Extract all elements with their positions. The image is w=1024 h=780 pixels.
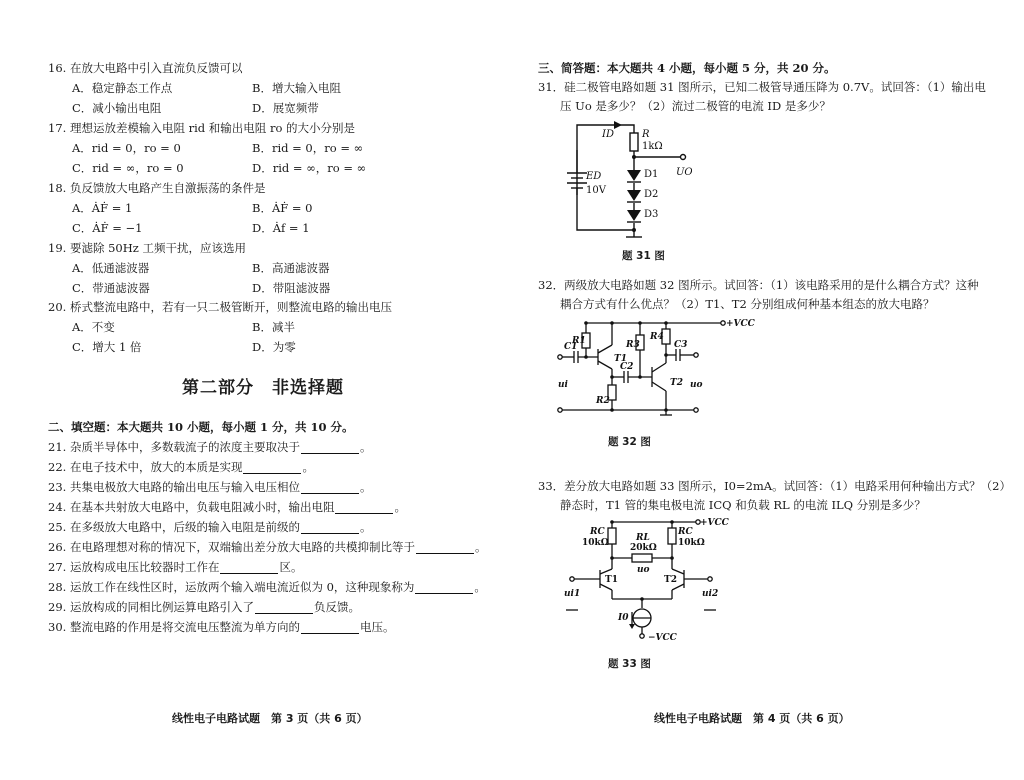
question-27 bbox=[48, 560, 302, 574]
page-footer: 线性电子电路试题 第 3 页（共 6 页） bbox=[172, 712, 368, 725]
question-number: 19. bbox=[48, 241, 67, 255]
question-stem: 负反馈放大电路产生自激振荡的条件是 bbox=[69, 181, 266, 195]
option-c: C．带通滤波器 bbox=[72, 281, 150, 295]
option-a: A．不变 bbox=[72, 320, 115, 334]
option-b: B．高通滤波器 bbox=[252, 261, 330, 275]
option-b: B．ȦḞ = 0 bbox=[252, 201, 313, 215]
label-ui1: ui1 bbox=[564, 589, 581, 599]
question-32-line1: 32．两级放大电路如题 32 图所示。试回答：（1）该电路采用的是什么耦合方式？这种 bbox=[538, 278, 979, 292]
label-vcc: +VCC bbox=[726, 319, 755, 329]
question-25 bbox=[48, 520, 371, 534]
question-number: 18. bbox=[48, 181, 67, 195]
question-number: 29. bbox=[48, 600, 67, 614]
label-rc-right-value: 10kΩ bbox=[678, 538, 705, 548]
answer-blank[interactable] bbox=[415, 582, 473, 594]
label-r1: R1 bbox=[572, 336, 586, 346]
question-stem: 在放大电路中引入直流负反馈可以 bbox=[69, 61, 243, 75]
question-text: 运放工作在线性区时，运放两个输入端电流近似为 0，这种现象称为 bbox=[69, 580, 415, 594]
label-uo: UO bbox=[676, 167, 693, 178]
section-header: 三、简答题：本大题共 4 小题，每小题 5 分，共 20 分。 bbox=[538, 61, 836, 75]
label-rc-left: RC bbox=[590, 527, 605, 537]
label-t1: T1 bbox=[605, 575, 618, 585]
label-r: R bbox=[642, 129, 650, 140]
label-t1: T1 bbox=[614, 354, 627, 364]
question-text-end: 电压。 bbox=[359, 620, 395, 634]
fill-section-header: 二、填空题：本大题共 10 小题，每小题 1 分，共 10 分。 bbox=[48, 420, 354, 434]
label-r2: R2 bbox=[596, 396, 610, 406]
right-page bbox=[512, 0, 1024, 780]
question-28 bbox=[48, 580, 486, 594]
question-number: 21. bbox=[48, 440, 67, 454]
option-c: C．rid = ∞，ro = 0 bbox=[72, 161, 184, 175]
option-d: D．为零 bbox=[252, 340, 296, 354]
question-23 bbox=[48, 480, 371, 494]
question-20 bbox=[48, 300, 392, 314]
question-number: 26. bbox=[48, 540, 67, 554]
label-d2: D2 bbox=[644, 189, 659, 200]
option-b: B．增大输入电阻 bbox=[252, 81, 341, 95]
label-i0: I0 bbox=[618, 613, 629, 623]
question-text: 运放构成的同相比例运算电路引入了 bbox=[69, 600, 254, 614]
label-rl: RL bbox=[636, 533, 650, 543]
label-ed: ED bbox=[586, 171, 602, 182]
question-stem: 要滤除 50Hz 工频干扰，应该选用 bbox=[69, 241, 246, 255]
label-uo: uo bbox=[637, 565, 650, 575]
question-text: 杂质半导体中，多数载流子的浓度主要取决于 bbox=[69, 440, 300, 454]
option-d: D．rid = ∞，ro = ∞ bbox=[252, 161, 367, 175]
question-text: 整流电路的作用是将交流电压整流为单方向的 bbox=[69, 620, 300, 634]
option-d: D．展宽频带 bbox=[252, 101, 319, 115]
question-19 bbox=[48, 241, 246, 255]
option-c: C．ȦḞ = −1 bbox=[72, 221, 143, 235]
figure-32-caption: 题 32 图 bbox=[608, 436, 651, 448]
label-ui2: ui2 bbox=[702, 589, 719, 599]
question-text-end: 。 bbox=[359, 440, 372, 454]
question-number: 17. bbox=[48, 121, 67, 135]
label-ed-value: 10V bbox=[586, 185, 606, 196]
question-stem: 桥式整流电路中，若有一只二极管断开，则整流电路的输出电压 bbox=[69, 300, 392, 314]
question-number: 28. bbox=[48, 580, 67, 594]
question-31-line2: 压 Uo 是多少？（2）流过二极管的电流 ID 是多少？ bbox=[560, 99, 831, 113]
label-t2: T2 bbox=[664, 575, 677, 585]
question-text: 运放构成电压比较器时工作在 bbox=[69, 560, 220, 574]
answer-blank[interactable] bbox=[301, 442, 359, 454]
part-title: 第二部分 非选择题 bbox=[182, 378, 344, 398]
label-r-value: 1kΩ bbox=[642, 141, 663, 152]
question-31-line1: 31．硅二极管电路如题 31 图所示，已知二极管导通压降为 0.7V。试回答：（1）输出电 bbox=[538, 80, 986, 94]
question-33-line2: 静态时，T1 管的集电极电流 ICQ 和负载 RL 的电流 ILQ 分别是多少？ bbox=[560, 498, 926, 512]
question-text-end: 。 bbox=[394, 500, 406, 514]
answer-blank[interactable] bbox=[220, 562, 278, 574]
figure-33-caption: 题 33 图 bbox=[608, 658, 651, 670]
label-c2: C2 bbox=[620, 362, 634, 372]
answer-blank[interactable] bbox=[301, 482, 359, 494]
question-18 bbox=[48, 181, 265, 195]
answer-blank[interactable] bbox=[255, 602, 313, 614]
question-text: 共集电极放大电路的输出电压与输入电压相位 bbox=[69, 480, 300, 494]
question-30 bbox=[48, 620, 394, 634]
option-d: D．Ȧf = 1 bbox=[252, 221, 310, 235]
question-text-end: 。 bbox=[474, 540, 487, 554]
answer-blank[interactable] bbox=[301, 522, 359, 534]
label-rl-value: 20kΩ bbox=[630, 543, 657, 553]
question-number: 30. bbox=[48, 620, 67, 634]
question-number: 16. bbox=[48, 61, 67, 75]
question-16 bbox=[48, 61, 242, 75]
figure-32-circuit bbox=[556, 315, 756, 420]
answer-blank[interactable] bbox=[416, 542, 474, 554]
question-text-end: 区。 bbox=[279, 560, 303, 574]
question-text-end: 。 bbox=[359, 480, 372, 494]
answer-blank[interactable] bbox=[335, 502, 393, 514]
option-b: B．rid = 0，ro = ∞ bbox=[252, 141, 364, 155]
question-29 bbox=[48, 600, 360, 614]
question-32-line2: 耦合方式有什么优点？（2）T1、T2 分别组成何种基本组态的放大电路？ bbox=[560, 297, 935, 311]
question-text: 在电路理想对称的情况下，双端输出差分放大电路的共模抑制比等于 bbox=[69, 540, 415, 554]
question-text-end: 。 bbox=[474, 580, 486, 594]
answer-blank[interactable] bbox=[301, 622, 359, 634]
question-number: 20. bbox=[48, 300, 67, 314]
label-r4: R4 bbox=[650, 332, 664, 342]
figure-33-circuit bbox=[560, 514, 730, 644]
option-c: C．增大 1 倍 bbox=[72, 340, 142, 354]
question-22 bbox=[48, 460, 314, 474]
option-b: B．减半 bbox=[252, 320, 295, 334]
question-text: 在电子技术中，放大的本质是实现 bbox=[69, 460, 243, 474]
question-24 bbox=[48, 500, 406, 514]
question-text-end: 。 bbox=[302, 460, 314, 474]
label-d3: D3 bbox=[644, 209, 659, 220]
question-number: 24. bbox=[48, 500, 67, 514]
figure-31-caption: 题 31 图 bbox=[622, 250, 665, 262]
question-number: 23. bbox=[48, 480, 67, 494]
label-c1: C1 bbox=[564, 342, 578, 352]
label-vcc: +VCC bbox=[700, 518, 729, 528]
option-c: C．减小输出电阻 bbox=[72, 101, 162, 115]
question-number: 27. bbox=[48, 560, 67, 574]
page-footer: 线性电子电路试题 第 4 页（共 6 页） bbox=[654, 712, 850, 725]
figure-31-circuit bbox=[562, 115, 712, 245]
label-r3: R3 bbox=[626, 340, 640, 350]
question-text-end: 负反馈。 bbox=[313, 600, 360, 614]
label-ui: ui bbox=[558, 380, 568, 390]
option-d: D．带阻滤波器 bbox=[252, 281, 331, 295]
answer-blank[interactable] bbox=[243, 462, 301, 474]
option-a: A．rid = 0，ro = 0 bbox=[72, 141, 181, 155]
question-number: 22. bbox=[48, 460, 67, 474]
label-rc-right: RC bbox=[678, 527, 693, 537]
option-a: A．ȦḞ = 1 bbox=[72, 201, 133, 215]
label-rc-left-value: 10kΩ bbox=[582, 538, 609, 548]
option-a: A．稳定静态工作点 bbox=[72, 81, 173, 95]
label-uo: uo bbox=[690, 380, 703, 390]
question-17 bbox=[48, 121, 355, 135]
option-a: A．低通滤波器 bbox=[72, 261, 150, 275]
question-21 bbox=[48, 440, 371, 454]
question-stem: 理想运放差模输入电阻 rid 和输出电阻 ro 的大小分别是 bbox=[69, 121, 356, 135]
question-33-line1: 33．差分放大电路如题 33 图所示，I0=2mA。试回答：（1）电路采用何种输出方式？（2） bbox=[538, 479, 1011, 493]
question-text: 在基本共射放大电路中，负载电阻减小时，输出电阻 bbox=[69, 500, 335, 514]
question-26 bbox=[48, 540, 486, 554]
question-number: 25. bbox=[48, 520, 67, 534]
label-neg-vcc: −VCC bbox=[648, 633, 677, 643]
label-id: ID bbox=[602, 129, 614, 140]
label-c3: C3 bbox=[674, 340, 688, 350]
label-t2: T2 bbox=[670, 378, 683, 388]
question-text: 在多级放大电路中，后级的输入电阻是前级的 bbox=[69, 520, 300, 534]
label-d1: D1 bbox=[644, 169, 659, 180]
question-text-end: 。 bbox=[359, 520, 372, 534]
